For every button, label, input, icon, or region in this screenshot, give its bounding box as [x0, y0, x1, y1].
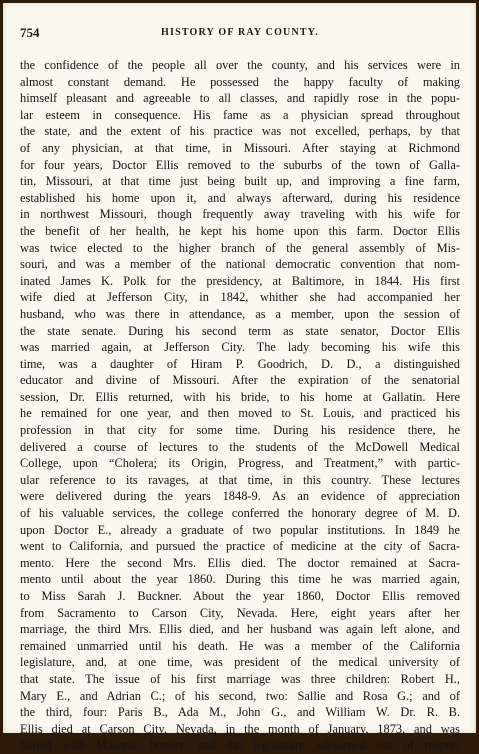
text-line: inated James K. Polk for the presidency, at Baltimore, in 1844. His first: [20, 273, 460, 288]
page-header: [20, 25, 460, 41]
text-line: in northwest Missouri, though frequently away traveling with his wife for: [20, 207, 460, 222]
text-line: session, Dr. Ellis returned, with his bride, to his home at Gallatin. Here: [20, 389, 460, 404]
text-line: souri, and was a member of the national democratic convention that nom-: [20, 257, 460, 272]
text-line: for four years, Doctor Ellis removed to the suburbs of the town of Galla-: [20, 157, 460, 172]
text-line: of his valuable services, the college conferred the honorary degree of M. D.: [20, 506, 460, 521]
text-line: himself pleasant and agreeable to all classes, and rapidly rose in the popu-: [20, 91, 460, 106]
text-line: upon Doctor E., already a graduate of two popular institutions. In 1849 he: [20, 522, 460, 537]
text-line: went to California, and pursued the practice of medicine at the city of Sacra-: [20, 539, 460, 554]
text-line: buried with Masonic honors, and the legislature adjourned out of respect: [20, 738, 460, 753]
text-line: Mary E., and Adrian C.; of his second, two: Sallie and Rosa G.; and of: [20, 688, 460, 703]
text-line: delivered a course of lectures to the students of the McDowell Medical: [20, 439, 460, 454]
text-line: of any physician, at that time, in Missouri. After staying at Richmond: [20, 140, 460, 155]
text-line: wife died at Jefferson City, in 1842, whither she had accompanied her: [20, 290, 460, 305]
text-line: mento until about the year 1860. During this time he was married again,: [20, 572, 460, 587]
text-line: husband, who was there in attendance, as a member, upon the session of: [20, 306, 460, 321]
text-line: to Miss Sarah J. Buckner. About the year 1860, Doctor Ellis removed: [20, 589, 460, 603]
text-line: the benefit of her health, he kept his home upon this farm. Doctor Ellis: [20, 223, 460, 238]
text-line: educator and divine of Missouri. After the expiration of the senatorial: [20, 373, 460, 388]
text-line: he remained for one year, and then moved to St. Louis, and practiced his: [20, 406, 460, 421]
text-line: profession in that city for some time. During his residence there, he: [20, 423, 460, 438]
text-line: legislature, and, at one time, was president of the medical university of: [20, 655, 460, 670]
text-line: marriage, the third Mrs. Ellis died, and her husband was again left alone, and: [20, 622, 460, 637]
text-line: mento. Here the second Mrs. Ellis died. The doctor remained at Sacra-: [20, 555, 460, 570]
text-line: ular reference to its ravages, at that time, in this country. These lectures: [20, 472, 460, 487]
text-line: from Sacramento to Carson City, Nevada. Here, eight years after her: [20, 605, 460, 620]
book-page: [3, 3, 476, 753]
text-line: tin, Missouri, at that time just being built up, and improving a fine farm,: [20, 174, 460, 189]
text-line: the confidence of the people all over the county, and his services were in: [20, 58, 460, 72]
text-line: remained unmarried until his death. He was a member of the California: [20, 638, 460, 653]
text-line: were delivered during the years 1848-9. As an evidence of appreciation: [20, 489, 460, 504]
text-line: the third, four: Paris B., Ada M., John G., and William W. Dr. R. B.: [20, 705, 460, 720]
text-line: lar esteem in consequence. His fame as a physician spread throughout: [20, 107, 460, 122]
page-number: 754: [20, 25, 40, 40]
body-paragraph: [20, 57, 460, 754]
running-title: HISTORY OF RAY COUNTY.: [161, 27, 319, 38]
text-line: was twice elected to the higher branch of the general assembly of Mis-: [20, 240, 460, 255]
text-line: Ellis died at Carson City, Nevada, in the month of January, 1873, and was: [20, 721, 460, 736]
text-line: established his home upon it, and always afterward, during his residence: [20, 190, 460, 205]
text-line: almost constant demand. He possessed the happy faculty of making: [20, 74, 460, 89]
text-line: was married again, at Jefferson City. The lady becoming his wife this: [20, 340, 460, 355]
text-line: the state, and the extent of his practice was not excelled, perhaps, by that: [20, 124, 460, 139]
text-line: that state. The issue of his first marriage was three children: Robert H.,: [20, 671, 460, 686]
text-line: the state senate. During his second term as state senator, Doctor Ellis: [20, 323, 460, 338]
text-line: College, upon “Cholera; its Origin, Progress, and Treatment,” with partic-: [20, 456, 460, 471]
text-line: time, was a daughter of Hiram P. Goodrich, D. D., a distinguished: [20, 356, 460, 371]
